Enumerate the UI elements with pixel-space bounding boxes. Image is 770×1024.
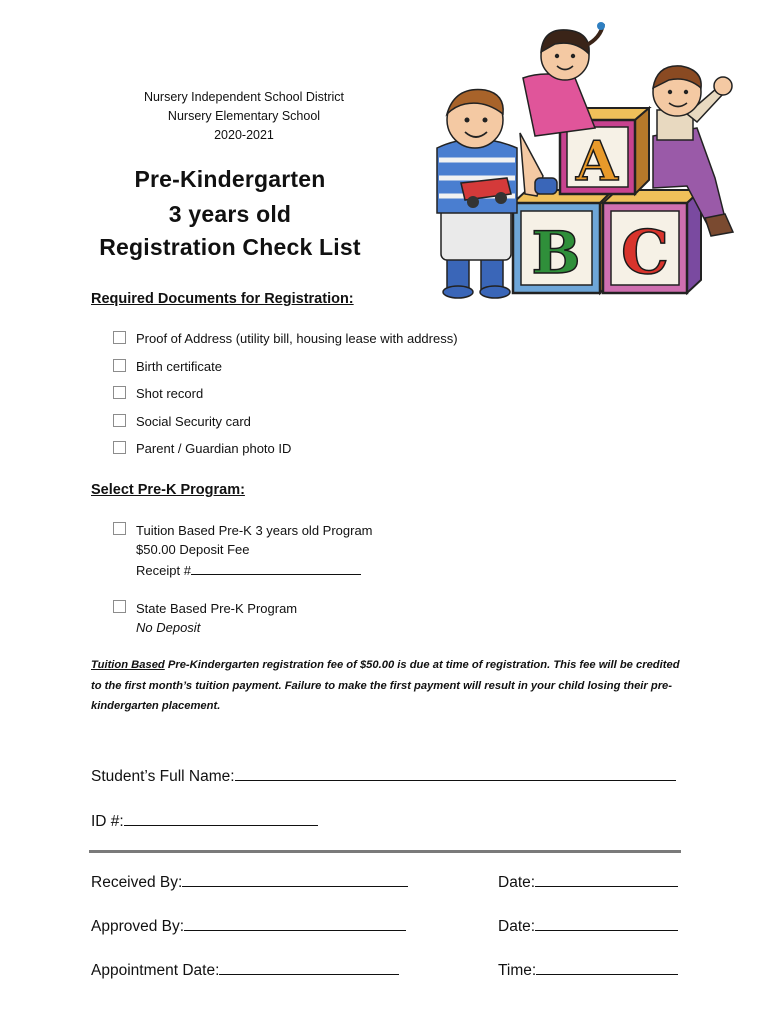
- fee-notice-lead: Tuition Based: [91, 659, 165, 671]
- checkbox-tuition-program[interactable]: [113, 522, 126, 535]
- approved-by-field: [91, 914, 406, 936]
- appointment-date-line[interactable]: [219, 958, 399, 975]
- required-documents-heading: Required Documents for Registration:: [91, 291, 354, 307]
- state-program-label: State Based Pre-K Program: [136, 601, 298, 616]
- item-birth-certificate: Birth certificate: [136, 359, 222, 374]
- receipt-label: Receipt #: [136, 563, 191, 578]
- received-by-field: [91, 870, 408, 892]
- checkbox-birth-certificate[interactable]: [113, 359, 126, 372]
- checkbox-social-security-card[interactable]: [113, 414, 126, 427]
- title-line-2: 3 years old: [168, 201, 292, 227]
- item-shot-record: Shot record: [136, 386, 204, 401]
- approved-date-field: [498, 914, 678, 936]
- block-c-letter: C: [621, 218, 669, 288]
- tuition-deposit-fee: $50.00 Deposit Fee: [136, 542, 250, 557]
- approved-date-line[interactable]: [535, 914, 678, 931]
- block-c: [603, 190, 701, 293]
- abc-blocks-illustration: [425, 18, 745, 303]
- approved-by-label: Approved By:: [91, 918, 185, 935]
- appointment-date-label: Appointment Date:: [91, 962, 220, 979]
- received-by-label: Received By:: [91, 874, 183, 891]
- block-b-letter: B: [531, 219, 581, 287]
- checkbox-state-program[interactable]: [113, 600, 126, 613]
- item-guardian-photo-id: Parent / Guardian photo ID: [136, 441, 292, 456]
- item-social-security-card: Social Security card: [136, 414, 251, 429]
- item-proof-of-address: Proof of Address (utility bill, housing lease with address): [136, 331, 458, 346]
- received-date-field: [498, 870, 678, 892]
- approved-by-line[interactable]: [184, 914, 406, 931]
- appointment-date-field: [91, 958, 399, 980]
- appointment-time-field: [498, 958, 678, 980]
- title-line-1: Pre-Kindergarten: [134, 166, 326, 192]
- checkbox-proof-of-address[interactable]: [113, 331, 126, 344]
- student-name-line[interactable]: [235, 764, 676, 781]
- block-a-letter: A: [576, 129, 618, 193]
- boy-with-car: [437, 90, 517, 299]
- receipt-number-line[interactable]: [191, 561, 361, 575]
- school-year: 2020-2021: [214, 128, 274, 142]
- received-date-line[interactable]: [535, 870, 678, 887]
- district-name: Nursery Independent School District: [143, 90, 345, 104]
- tuition-program-label: Tuition Based Pre-K 3 years old Program: [136, 523, 373, 538]
- appointment-time-label: Time:: [498, 962, 537, 979]
- student-id-field: [91, 809, 318, 831]
- office-use-divider: [89, 850, 681, 853]
- select-program-heading: Select Pre-K Program:: [91, 482, 245, 498]
- received-date-label: Date:: [498, 874, 536, 891]
- student-name-field: [91, 764, 676, 786]
- fee-notice-text: Pre-Kindergarten registration fee of $50.00 is due at time of registration. This fee will be credited to the first month’s tuition payment. Failure to make the first payment will result in your child losing their pre-kindergarten placement.: [91, 659, 680, 712]
- title-line-3: Registration Check List: [99, 234, 361, 260]
- appointment-time-line[interactable]: [536, 958, 678, 975]
- student-name-label: Student’s Full Name:: [91, 768, 235, 785]
- block-b: [513, 190, 613, 293]
- checkbox-shot-record[interactable]: [113, 386, 126, 399]
- student-id-label: ID #:: [91, 813, 124, 830]
- fee-notice: [91, 655, 691, 717]
- student-id-line[interactable]: [124, 809, 318, 826]
- received-by-line[interactable]: [182, 870, 408, 887]
- receipt-field: [136, 561, 361, 578]
- checkbox-guardian-photo-id[interactable]: [113, 441, 126, 454]
- school-name: Nursery Elementary School: [167, 109, 321, 123]
- approved-date-label: Date:: [498, 918, 536, 935]
- state-program-note: No Deposit: [136, 620, 201, 635]
